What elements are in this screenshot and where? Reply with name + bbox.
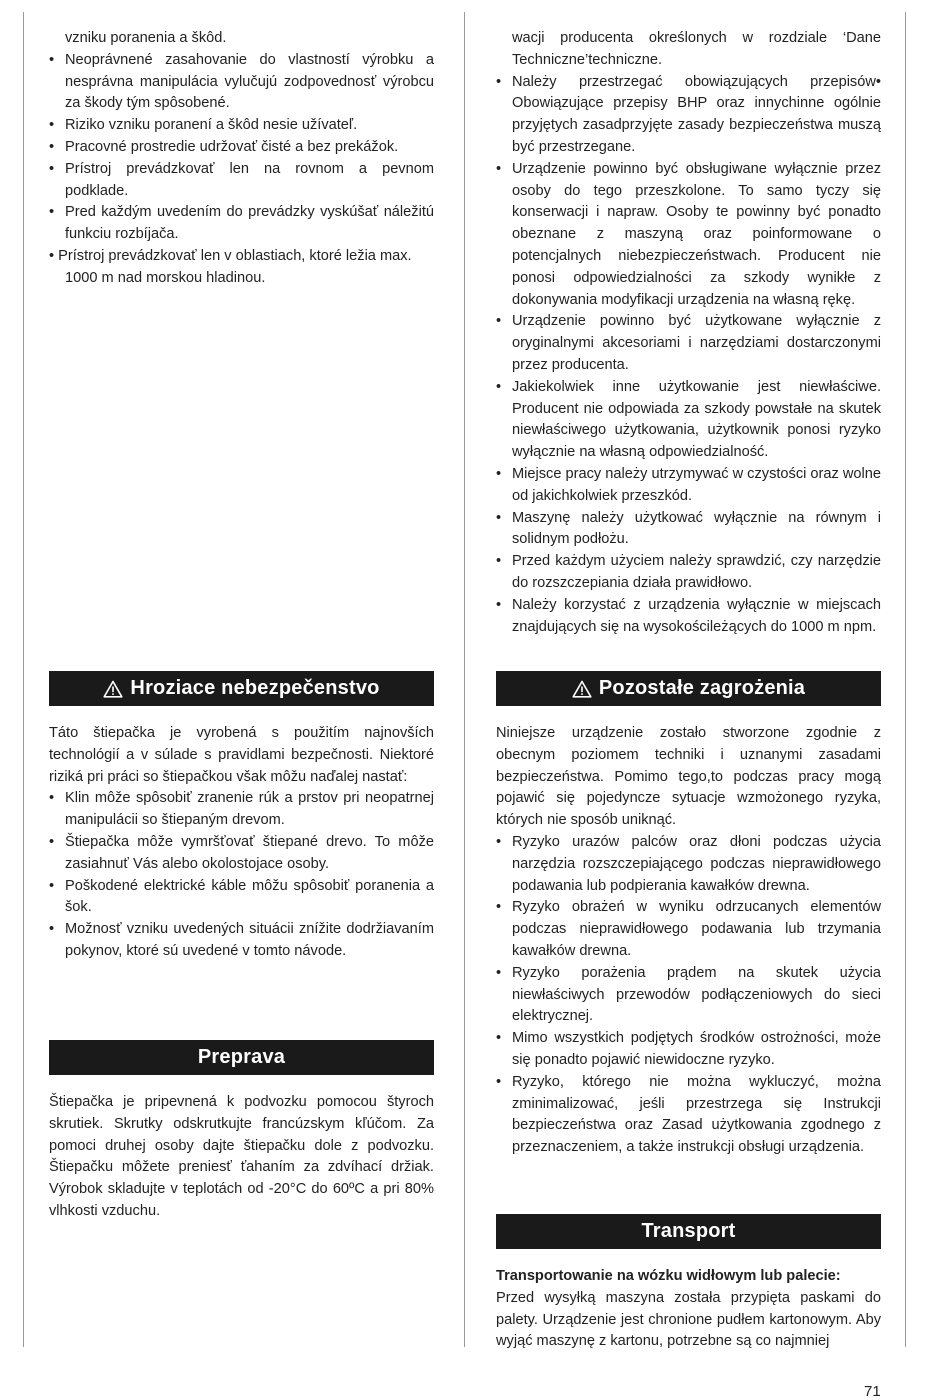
right-top-section xyxy=(496,28,881,638)
page-number: 71 xyxy=(864,1383,881,1400)
column-divider xyxy=(464,12,465,1347)
paragraph: Niniejsze urządzenie zostało stworzone zgodnie z obecnym poziomem techniki i uznanymi zasadami bezpieczeństwa. Pomimo tego,to podczas pracy mogą pojawić się pojedyncze sytuacje wzmożonego ryzyka, których nie sposób uniknąć. xyxy=(496,725,881,829)
continued-text: wacji producenta określonych w rozdziale ‘Dane Techniczne’techniczne. xyxy=(512,30,881,68)
paragraph: Táto štiepačka je vyrobená s použitím najnovších technológií a v súlade s pravidlami bezpečnosti. Niektoré riziká pri práci so štiepačkou však môžu naďalej nastať: xyxy=(49,725,434,785)
section-heading-danger: Hroziace nebezpečenstvo xyxy=(49,671,434,706)
list-item: • Poškodené elektrické káble môžu spôsobiť poranenia a šok. xyxy=(49,877,434,916)
continued-text: vzniku poranenia a škôd. xyxy=(65,30,227,46)
subheading: Transportowanie na wózku widłowym lub palecie: xyxy=(496,1268,841,1284)
list-item: • Miejsce pracy należy utrzymywać w czystości oraz wolne od jakichkolwiek przeszkód. xyxy=(496,465,882,504)
left-top-section xyxy=(49,28,434,290)
left-danger-section xyxy=(49,723,434,963)
list-item: • Prístroj prevádzkovať len na rovnom a pevnom podklade. xyxy=(49,160,434,199)
list-item: • Przed każdym użyciem należy sprawdzić, czy narzędzie do rozszczepiania działa prawidłowo. xyxy=(496,553,881,591)
list-item: • Pred každým uvedením do prevádzky vyskúšať náležitú funkciu rozbíjača. xyxy=(49,204,434,243)
paragraph: Štiepačka je pripevnená k podvozku pomocou štyroch skrutiek. Skrutky odskrutkujte francúzskym kľúčom. Za pomoci druhej osoby dajte štiepačku dole z podvozku. Štiepačku môžete preniesť ťahaním za zdvíhací držiak. Výrobok skladujte v teplotách od -20°C do 60ºC a pri 80% vlhkosti vzduchu. xyxy=(49,1094,434,1219)
list-item: • Ryzyko urazów palców oraz dłoni podczas użycia narzędzia rozszczepiającego podczas nieprawidłowego podawania lub podpierania kawałków drewna. xyxy=(496,833,881,894)
warning-triangle-icon xyxy=(103,680,123,698)
section-heading-residual-risks: Pozostałe zagrożenia xyxy=(496,671,881,706)
warning-triangle-icon xyxy=(572,680,592,698)
list-item: • Možnosť vzniku uvedených situácii znížite dodržiavaním pokynov, ktoré sú uvedené v tomto návode. xyxy=(49,921,434,959)
right-danger-section xyxy=(496,723,881,1159)
list-item: • Mimo wszystkich podjętych środków ostrożności, może się ponadto pojawić niewidoczne ryzyko. xyxy=(496,1030,881,1068)
list-item: • Štiepačka môže vymršťovať štiepané drevo. To môže zasiahnuť Vás alebo okolostojace osoby. xyxy=(49,833,434,872)
paragraph: Przed wysyłką maszyna została przypięta paskami do palety. Urządzenie jest chronione pudłem kartonowym. Aby wyjąć maszynę z kartonu, potrzebne są co najmniej xyxy=(496,1289,881,1350)
list-item: • Urządzenie powinno być obsługiwane wyłącznie przez osoby do tego przeszkolone. To samo tyczy się konserwacji i napraw. Osoby te powinny być ponadto obeznane z maszyną oraz poinformowane o potencjalnych niebezpieczeństwach. Producent nie ponosi odpowiedzialności za szkody wynikłe z dokonywania modyfikacji urządzenia na własną rękę. xyxy=(496,160,881,308)
list-item: • Neoprávnené zasahovanie do vlastností výrobku a nesprávna manipulácia vylučujú zodpovednosť výrobcu za škody tým spôsobené. xyxy=(49,51,434,112)
left-margin-rule xyxy=(23,12,24,1347)
list-item: • Maszynę należy użytkować wyłącznie na równym i solidnym podłożu. xyxy=(496,509,881,548)
list-item: • Należy korzystać z urządzenia wyłącznie w miejscach znajdujących się na wysokościleżących do 1000 m npm. xyxy=(496,596,881,635)
list-item: • Ryzyko porażenia prądem na skutek użycia niewłaściwych przewodów podłączeniowych do sieci elektrycznej. xyxy=(496,964,881,1025)
list-item: • Pracovné prostredie udržovať čisté a bez prekážok. xyxy=(49,138,399,155)
list-item-continuation: 1000 m nad morskou hladinou. xyxy=(65,269,266,286)
section-heading-transport: Transport xyxy=(496,1214,881,1249)
list-item: • Należy przestrzegać obowiązujących przepisów• Obowiązujące przepisy BHP oraz innychinne ogólnie przyjętych zasadprzyjęte zasady bezpieczeństwa muszą być przestrzegane. xyxy=(496,73,881,155)
list-item: • Jakiekolwiek inne użytkowanie jest niewłaściwe. Producent nie odpowiada za szkody powstałe na skutek niewłaściwego użytkowania, użytkownik ponosi ryzyko wyłącznie na własną odpowiedzialność. xyxy=(496,378,881,461)
list-item: • Klin môže spôsobiť zranenie rúk a prstov pri neopatrnej manipulácii so štiepaným drevom. xyxy=(49,790,434,829)
list-item: • Urządzenie powinno być użytkowane wyłącznie z oryginalnymi akcesoriami i narzędziami dostarczonymi przez producenta. xyxy=(496,313,881,373)
right-margin-rule xyxy=(905,12,906,1347)
right-transport-section xyxy=(496,1266,881,1353)
left-transport-section xyxy=(49,1092,434,1223)
section-heading-transport: Preprava xyxy=(49,1040,434,1075)
list-item: • Riziko vzniku poranení a škôd nesie užívateľ. xyxy=(49,117,358,134)
list-item: • Ryzyko, którego nie można wykluczyć, można zminimalizować, jeśli przestrzega się Instrukcji bezpieczeństwa oraz Zasad użytkowania zgodnego z przeznaczeniem, a także instrukcji obsługi urządzenia. xyxy=(496,1073,881,1156)
list-item: • Ryzyko obrażeń w wyniku odrzucanych elementów podczas nieprawidłowego podawania lub trzymania kawałków drewna. xyxy=(496,899,881,959)
list-item: • Prístroj prevádzkovať len v oblastiach, ktoré ležia max. xyxy=(49,247,412,264)
